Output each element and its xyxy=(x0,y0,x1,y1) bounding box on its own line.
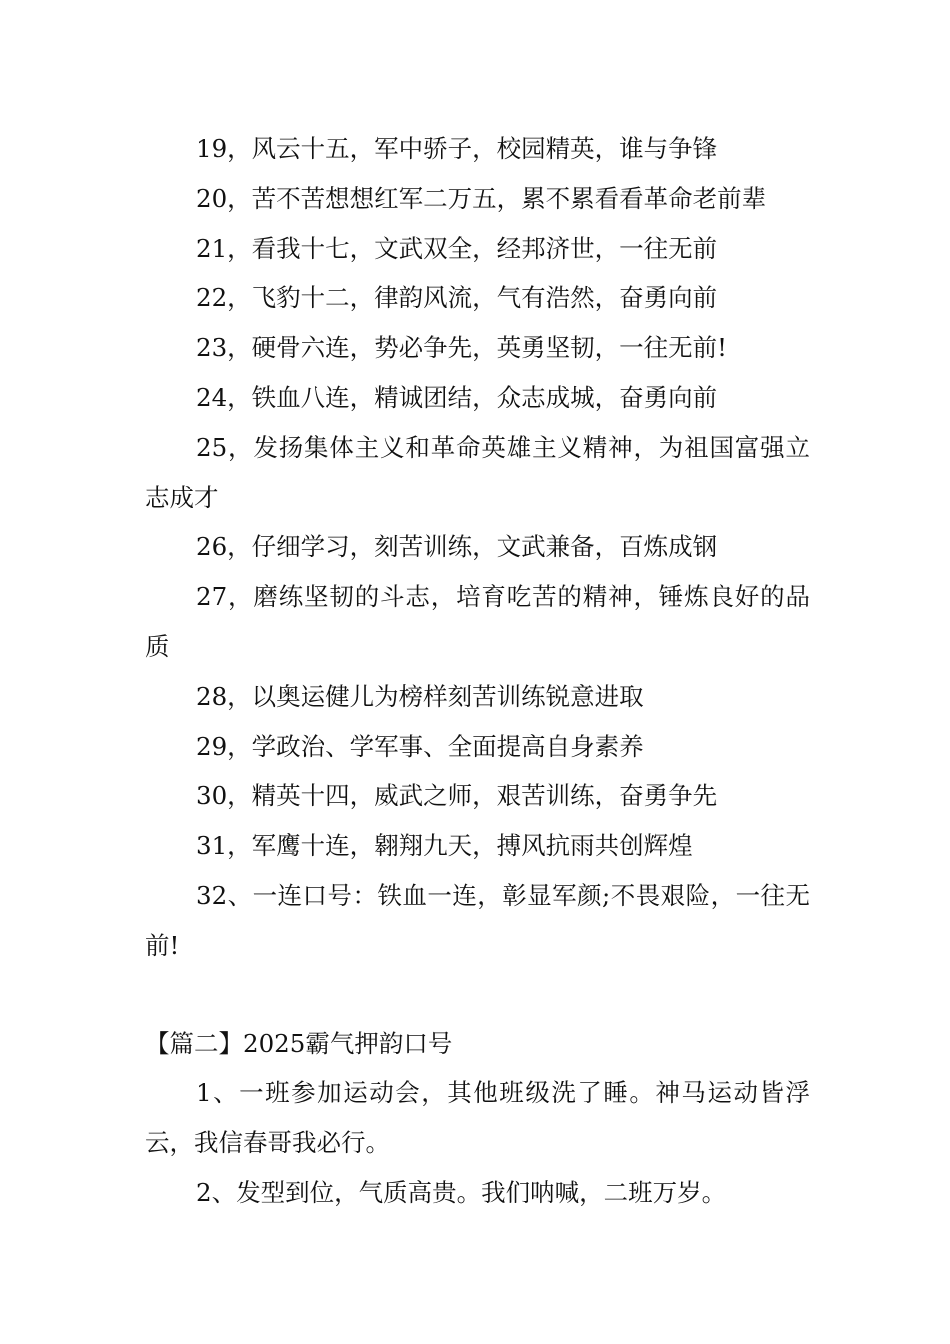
slogan-item-part-two-2: 2、发型到位，气质高贵。我们呐喊，二班万岁。 xyxy=(196,1177,727,1207)
slogan-item-27: 27，磨练坚韧的斗志，培育吃苦的精神，锤炼良好的品质 xyxy=(145,582,810,661)
slogan-item-25: 25，发扬集体主义和革命英雄主义精神，为祖国富强立志成才 xyxy=(145,432,810,512)
slogan-item-26: 26，仔细学习，刻苦训练，文武兼备，百炼成钢 xyxy=(196,532,718,562)
slogan-item-28: 28，以奥运健儿为榜样刻苦训练锐意进取 xyxy=(196,681,644,711)
slogan-item-32: 32、一连口号：铁血一连，彰显军颜;不畏艰险，一往无前! xyxy=(145,880,810,960)
slogan-item-19: 19，风云十五，军中骄子，校园精英，谁与争锋 xyxy=(196,134,718,163)
slogan-list-part-two xyxy=(145,1068,810,1217)
slogan-list-part-one xyxy=(145,124,810,971)
slogan-item-part-two-1: 1、一班参加运动会，其他班级洗了睡。神马运动皆浮云，我信春哥我必行。 xyxy=(145,1078,810,1158)
slogan-item-20: 20，苦不苦想想红军二万五，累不累看看革命老前辈 xyxy=(196,183,767,213)
slogan-item-31: 31，军鹰十连，翱翔九天，搏风抗雨共创辉煌 xyxy=(196,831,693,861)
slogan-item-29: 29，学政治、学军事、全面提高自身素养 xyxy=(196,731,644,761)
slogan-item-30: 30，精英十四，威武之师，艰苦训练，奋勇争先 xyxy=(196,781,718,811)
section-title-part-two: 【篇二】2025霸气押韵口号 xyxy=(145,1028,453,1058)
slogan-item-23: 23，硬骨六连，势必争先，英勇坚韧，一往无前! xyxy=(196,333,728,363)
section-spacer xyxy=(145,971,810,1019)
document-page xyxy=(145,124,810,1218)
slogan-item-24: 24，铁血八连，精诚团结，众志成城，奋勇向前 xyxy=(196,382,718,412)
slogan-item-21: 21，看我十七，文武双全，经邦济世，一往无前 xyxy=(196,233,718,263)
slogan-item-22: 22，飞豹十二，律韵风流，气有浩然，奋勇向前 xyxy=(196,283,718,313)
